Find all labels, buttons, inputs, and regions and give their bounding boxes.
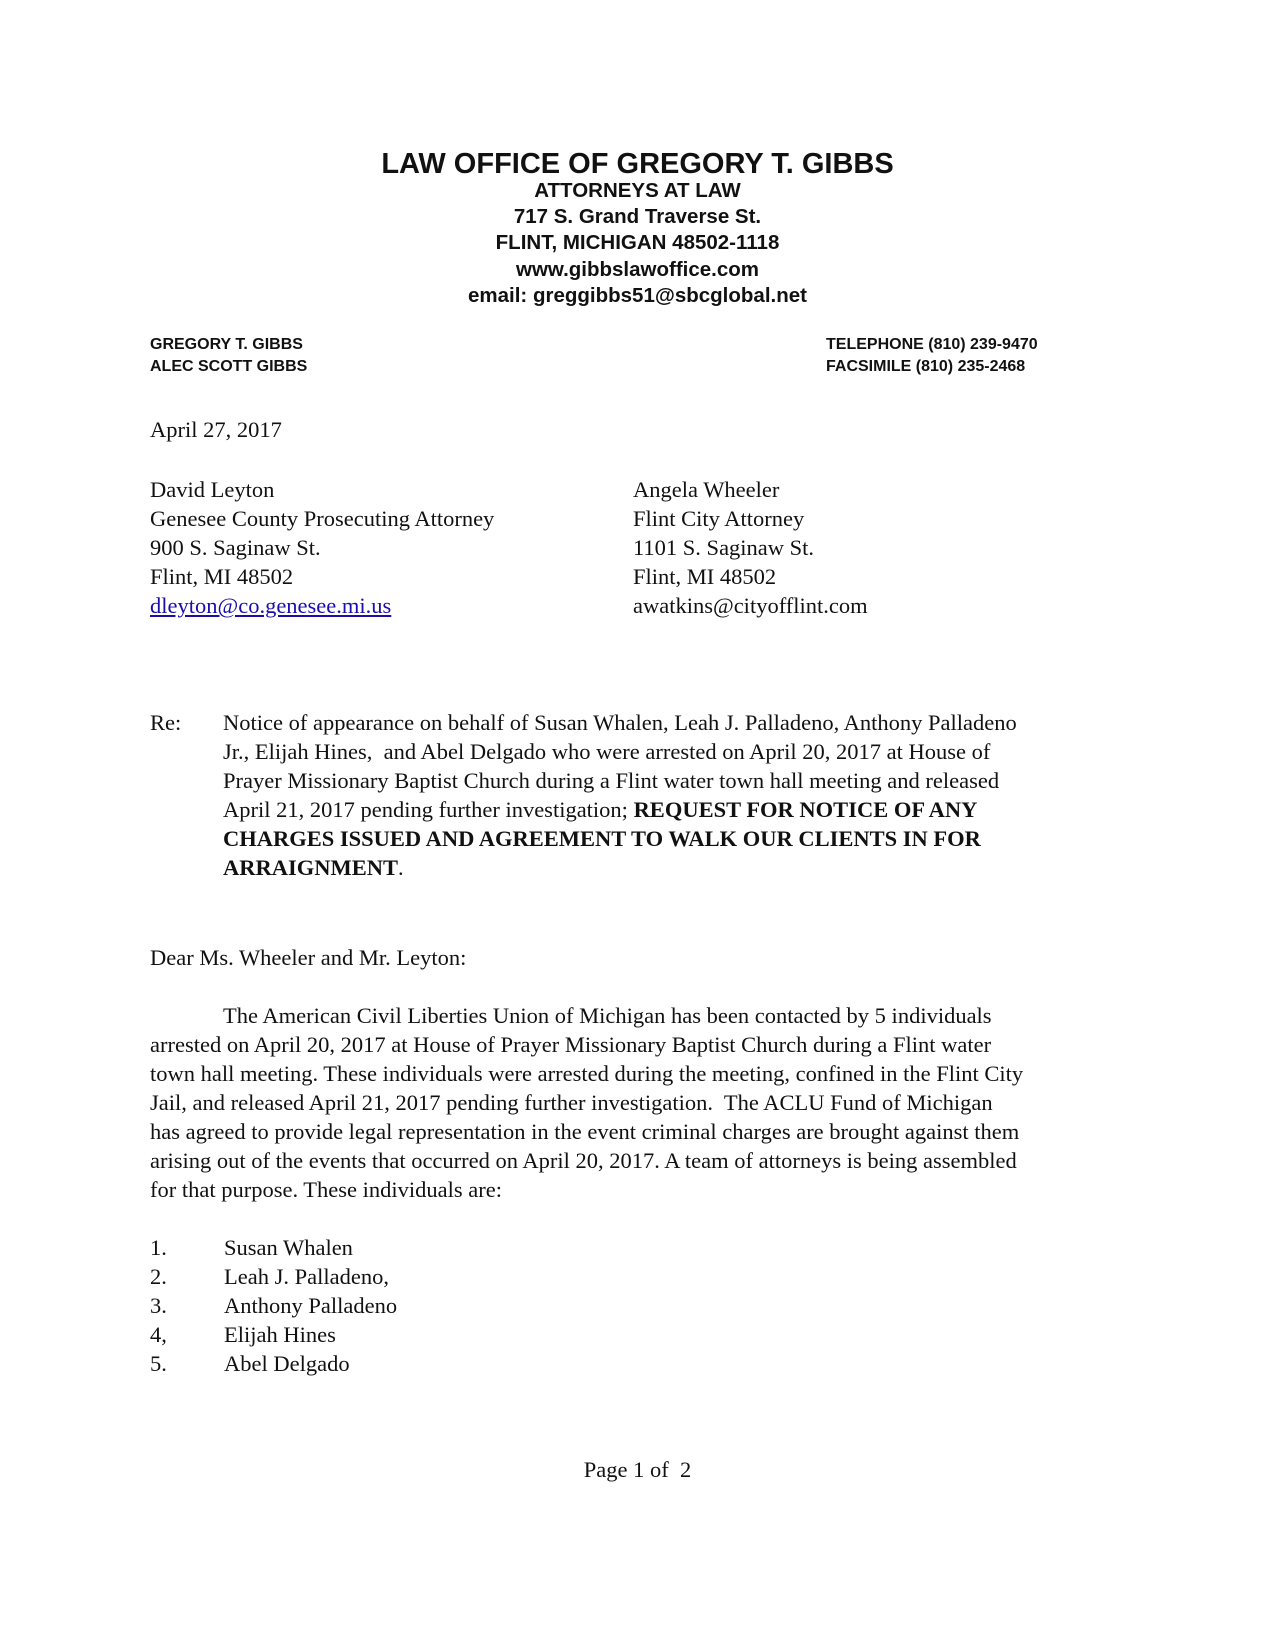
- re-line: [223, 796, 977, 824]
- salutation: Dear Ms. Wheeler and Mr. Leyton:: [150, 945, 467, 970]
- recipient-city: Flint, MI 48502: [633, 564, 777, 589]
- list-name: Leah J. Palladeno,: [224, 1264, 389, 1289]
- recipient-name: Angela Wheeler: [633, 477, 780, 502]
- recipient-city: Flint, MI 48502: [150, 564, 294, 589]
- facsimile: FACSIMILE (810) 235-2468: [826, 358, 1026, 375]
- recipient-street: 900 S. Saginaw St.: [150, 535, 321, 560]
- recipient-street: 1101 S. Saginaw St.: [633, 535, 815, 560]
- firm-city: FLINT, MICHIGAN 48502-1118: [495, 231, 780, 254]
- body-line: for that purpose. These individuals are:: [150, 1177, 502, 1202]
- re-line: Prayer Missionary Baptist Church during a Flint water town hall meeting and released: [223, 768, 1000, 793]
- list-number: 2.: [150, 1264, 167, 1289]
- firm-subtitle: ATTORNEYS AT LAW: [534, 179, 741, 202]
- body-line: The American Civil Liberties Union of Michigan has been contacted by 5 individuals: [223, 1003, 992, 1028]
- firm-street: 717 S. Grand Traverse St.: [513, 205, 762, 228]
- firm-website[interactable]: www.gibbslawoffice.com: [516, 258, 759, 281]
- re-end-punct: .: [398, 855, 404, 880]
- list-item: [150, 1292, 397, 1320]
- re-label: Re:: [150, 710, 182, 735]
- re-line: Notice of appearance on behalf of Susan Whalen, Leah J. Palladeno, Anthony Palladeno: [223, 710, 1017, 735]
- body-line: Jail, and released April 21, 2017 pending further investigation. The ACLU Fund of Michigan: [150, 1090, 993, 1115]
- recipient-name: David Leyton: [150, 477, 275, 502]
- list-item: [150, 1321, 336, 1349]
- re-request-bold: ARRAIGNMENT: [223, 855, 399, 880]
- letter-date: April 27, 2017: [150, 417, 282, 442]
- attorney-name: ALEC SCOTT GIBBS: [150, 358, 308, 375]
- re-line: [223, 854, 404, 882]
- attorney-name: GREGORY T. GIBBS: [150, 336, 303, 353]
- firm-email[interactable]: email: greggibbs51@sbcglobal.net: [468, 284, 807, 307]
- recipient-email-link[interactable]: dleyton@co.genesee.mi.us: [150, 593, 392, 618]
- list-name: Elijah Hines: [224, 1322, 336, 1347]
- list-item: [150, 1234, 353, 1262]
- body-line: arising out of the events that occurred on April 20, 2017. A team of attorneys is being assembled: [150, 1148, 1017, 1173]
- re-request-bold: REQUEST FOR NOTICE OF ANY: [633, 797, 978, 822]
- recipient-title: Genesee County Prosecuting Attorney: [150, 506, 495, 531]
- list-item: [150, 1263, 389, 1291]
- list-number: 4,: [150, 1322, 167, 1347]
- re-line: [223, 825, 981, 853]
- recipient-title: Flint City Attorney: [633, 506, 805, 531]
- list-name: Susan Whalen: [224, 1235, 353, 1260]
- body-line: has agreed to provide legal representation in the event criminal charges are brought against them: [150, 1119, 1020, 1144]
- body-line: arrested on April 20, 2017 at House of Prayer Missionary Baptist Church during a Flint water: [150, 1032, 992, 1057]
- list-item: [150, 1350, 350, 1378]
- body-line: town hall meeting. These individuals were arrested during the meeting, confined in the Flint City: [150, 1061, 1024, 1086]
- list-number: 5.: [150, 1351, 167, 1376]
- re-line-text: April 21, 2017 pending further investigation;: [223, 797, 634, 822]
- list-number: 3.: [150, 1293, 167, 1318]
- recipient-email: awatkins@cityofflint.com: [633, 593, 868, 618]
- re-request-bold: CHARGES ISSUED AND AGREEMENT TO WALK OUR CLIENTS IN FOR: [223, 826, 981, 851]
- list-number: 1.: [150, 1235, 167, 1260]
- list-name: Anthony Palladeno: [224, 1293, 398, 1318]
- firm-name: LAW OFFICE OF GREGORY T. GIBBS: [381, 148, 894, 180]
- telephone: TELEPHONE (810) 239-9470: [826, 336, 1038, 353]
- re-line: Jr., Elijah Hines, and Abel Delgado who were arrested on April 20, 2017 at House of: [223, 739, 991, 764]
- page-number: Page 1 of 2: [583, 1457, 692, 1482]
- list-name: Abel Delgado: [224, 1351, 350, 1376]
